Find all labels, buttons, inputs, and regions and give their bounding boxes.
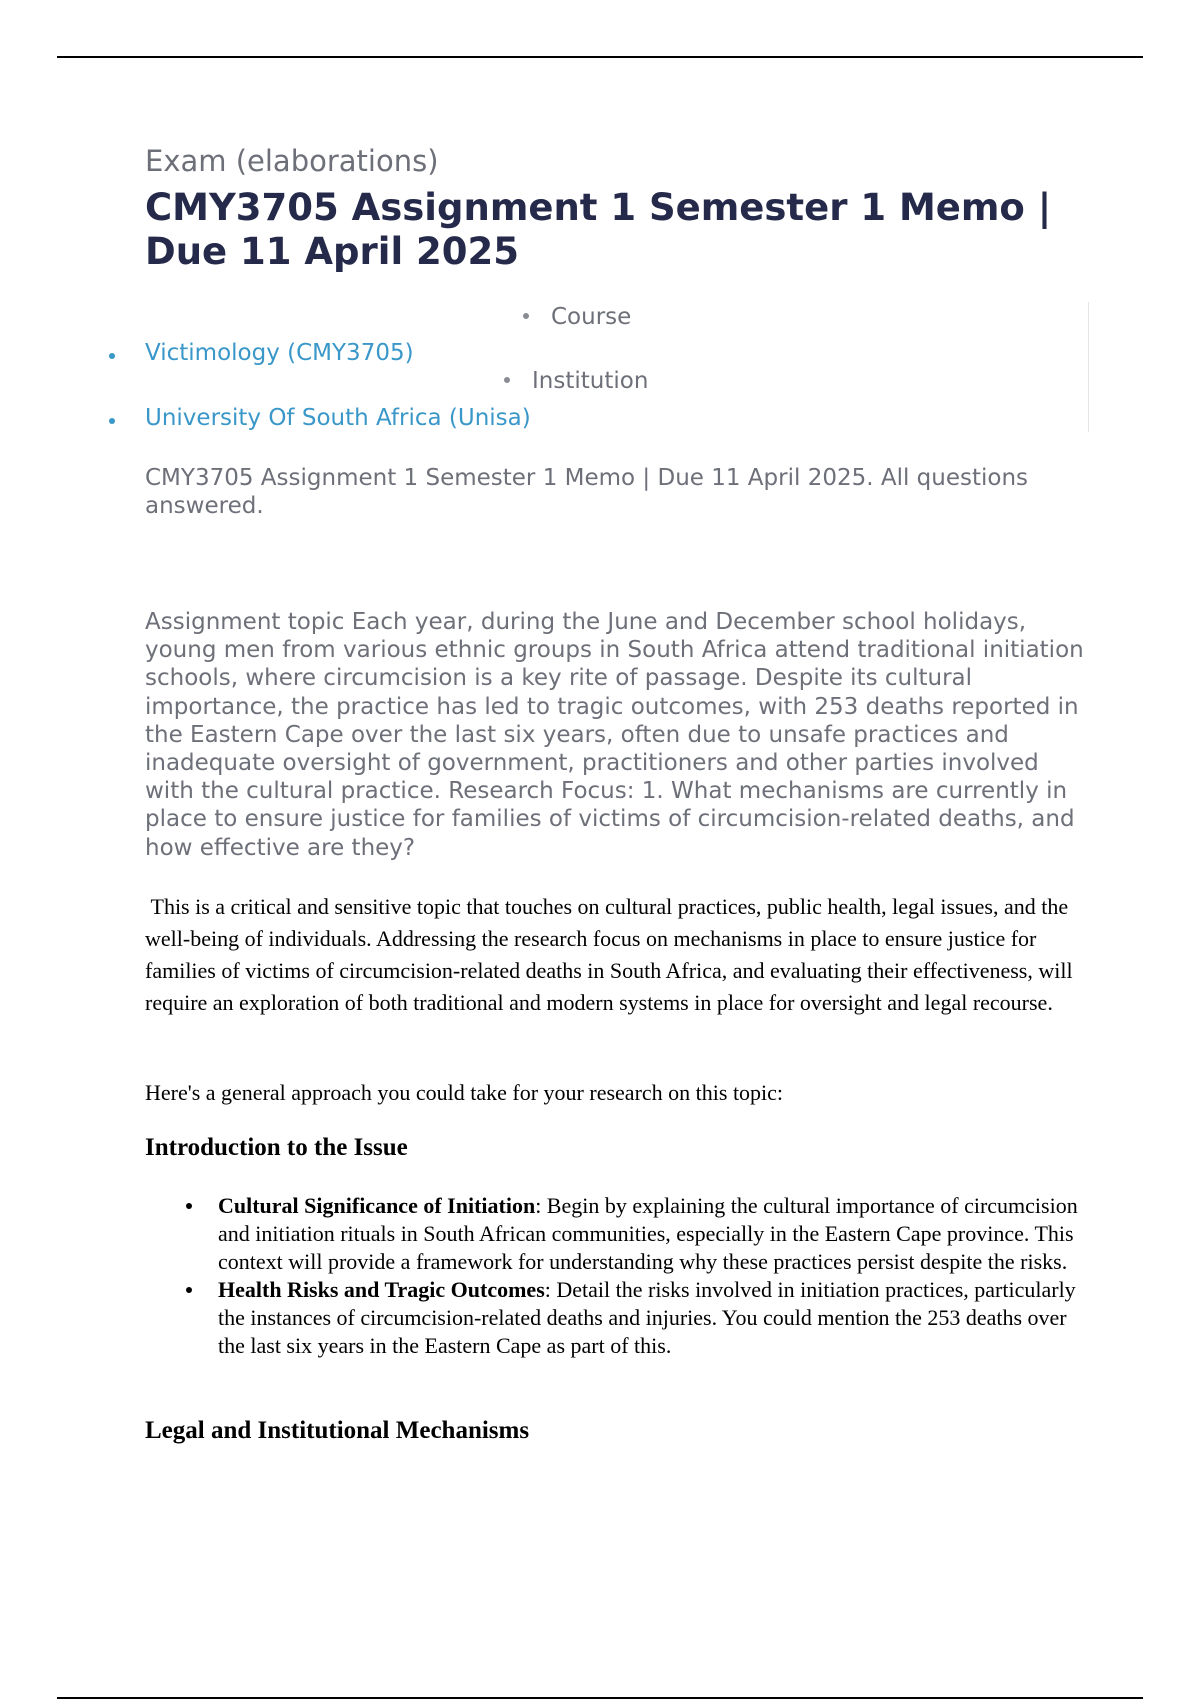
section-heading-introduction: Introduction to the Issue [145, 1134, 408, 1161]
bullet-icon [109, 418, 115, 424]
bullet-icon [186, 1203, 192, 1209]
top-rule [57, 56, 1143, 58]
bullet-icon [523, 313, 529, 319]
list-item [218, 1276, 1090, 1360]
introduction-bullet-list [218, 1192, 1090, 1360]
institution-label-text: Institution [532, 368, 649, 394]
assignment-topic: Assignment topic Each year, during the June and December school holidays, young men from various ethnic groups in South Africa attend traditional initiation schools, where circumcision is a key rite of passage. Despite its cultural importance, the practice has led to tragic outcomes, with 253 deaths reported in the Eastern Cape over the last six years, often due to unsafe practices and inadequate oversight of government, practitioners and other parties involved with the cultural practice. Research Focus: 1. What mechanisms are currently in place to ensure justice for families of victims of circumcision-related deaths, and how effective are they? [145, 609, 1084, 861]
document-title: CMY3705 Assignment 1 Semester 1 Memo | Due 11 April 2025 [145, 186, 1052, 273]
section-heading-legal: Legal and Institutional Mechanisms [145, 1417, 530, 1444]
bullet-text: : Begin by explaining the cultural importance of circumcision and initiation rituals in South African communities, especially in the Eastern Cape province. This context will provide a framework for understanding why these practices persist despite the risks. [218, 1193, 1078, 1274]
intro-paragraph: This is a critical and sensitive topic that touches on cultural practices, public health, legal issues, and the well-being of individuals. Addressing the research focus on mechanisms in place to ensure justice for families of victims of circumcision-related deaths in South Africa, and evaluating their effectiveness, will require an exploration of both traditional and modern systems in place for oversight and legal recourse. [145, 894, 1079, 1015]
document-summary: CMY3705 Assignment 1 Semester 1 Memo | Due 11 April 2025. All questions answered. [145, 465, 1029, 519]
institution-link[interactable] [145, 405, 531, 431]
course-label-text: Course [551, 304, 632, 330]
approach-paragraph: Here's a general approach you could take for your research on this topic: [145, 1080, 784, 1105]
bottom-rule [57, 1697, 1143, 1699]
bullet-term: Cultural Significance of Initiation [218, 1193, 536, 1218]
meta-divider [1088, 302, 1089, 432]
bullet-text: : Detail the risks involved in initiation practices, particularly the instances of circumcision-related deaths and injuries. You could mention the 253 deaths over the last six years in the Eastern Cape as part of this. [218, 1277, 1076, 1358]
institution-link-text[interactable]: University Of South Africa (Unisa) [145, 405, 531, 431]
bullet-icon [109, 353, 115, 359]
bullet-icon [504, 377, 510, 383]
course-link[interactable] [145, 340, 414, 366]
bullet-icon [186, 1287, 192, 1293]
course-link-text[interactable]: Victimology (CMY3705) [145, 340, 414, 366]
course-label [523, 304, 631, 330]
bullet-term: Health Risks and Tragic Outcomes [218, 1277, 545, 1302]
list-item [218, 1192, 1090, 1276]
document-type-label: Exam (elaborations) [145, 144, 439, 178]
institution-label [504, 368, 648, 394]
